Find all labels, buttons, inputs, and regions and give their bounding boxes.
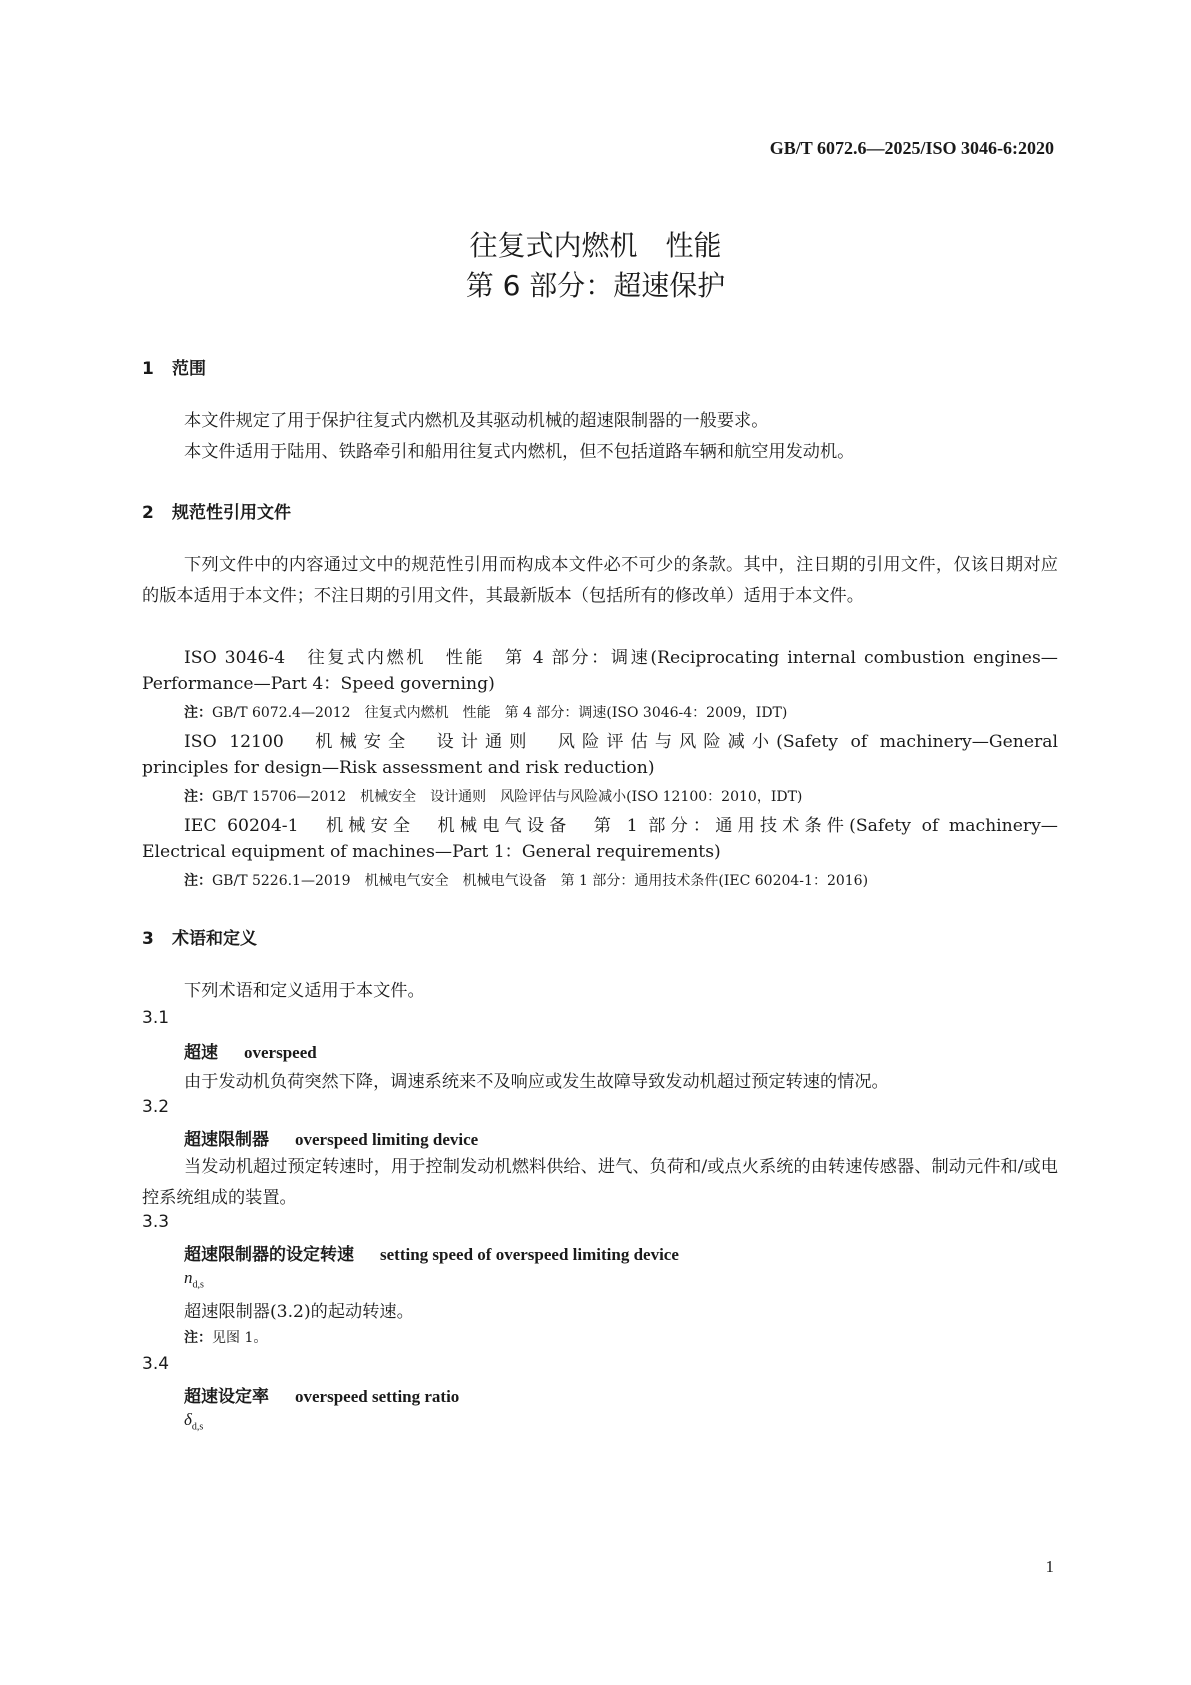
reference-2-line1: ISO 12100 机械安全 设计通则 风险评估与风险减小(Safety of machinery—General (184, 732, 1058, 752)
reference-1-line1: ISO 3046-4 往复式内燃机 性能 第 4 部分：调速(Reciprocating internal combustion engines— (184, 648, 1058, 668)
symbol-letter: n (184, 1268, 193, 1287)
term-3-1-number: 3.1 (142, 1008, 170, 1028)
terms-intro: 下列术语和定义适用于本文件。 (184, 981, 425, 1001)
symbol-subscript: d,s (191, 1421, 204, 1433)
section-2-heading (142, 498, 291, 523)
term-3-2-heading (184, 1125, 478, 1150)
term-3-3-note (184, 1327, 267, 1347)
term-3-3-heading (184, 1240, 679, 1265)
section-number: 1 (142, 359, 154, 379)
term-3-3-symbol (184, 1268, 204, 1290)
note-label: 注： (184, 873, 212, 889)
term-3-4-number: 3.4 (142, 1354, 170, 1374)
reference-3-note (184, 870, 868, 890)
standard-code-header: GB/T 6072.6—2025/ISO 3046-6:2020 (769, 138, 1054, 158)
reference-1-note (184, 702, 787, 722)
term-3-3-number: 3.3 (142, 1212, 170, 1232)
reference-3-line1: IEC 60204-1 机械安全 机械电气设备 第 1 部分：通用技术条件(Safety of machinery— (184, 816, 1058, 836)
term-3-4-symbol (184, 1410, 203, 1432)
reference-1-line2: Performance—Part 4：Speed governing) (142, 674, 495, 694)
term-english: setting speed of overspeed limiting device (380, 1245, 679, 1264)
section-title: 规范性引用文件 (172, 503, 291, 523)
section-title: 术语和定义 (172, 929, 257, 949)
term-chinese: 超速设定率 (184, 1387, 269, 1407)
symbol-letter: δ (184, 1410, 192, 1429)
reference-2-line2: principles for design—Risk assessment and risk reduction) (142, 758, 655, 778)
page-number: 1 (1045, 1557, 1054, 1576)
term-3-4-heading (184, 1382, 459, 1407)
term-3-3-definition: 超速限制器(3.2)的起动转速。 (184, 1302, 414, 1322)
symbol-subscript: d,s (192, 1279, 204, 1291)
term-english: overspeed limiting device (295, 1130, 479, 1149)
note-label: 注： (184, 1330, 212, 1346)
term-3-1-heading (184, 1038, 317, 1063)
term-chinese: 超速限制器 (184, 1130, 269, 1150)
document-title-line2: 第 6 部分：超速保护 (465, 269, 726, 302)
term-3-1-definition: 由于发动机负荷突然下降，调速系统来不及响应或发生故障导致发动机超过预定转速的情况。 (184, 1072, 889, 1092)
note-text: GB/T 6072.4—2012 往复式内燃机 性能 第 4 部分：调速(ISO 3046-4：2009，IDT) (212, 705, 788, 721)
term-3-2-definition: 当发动机超过预定转速时，用于控制发动机燃料供给、进气、负荷和/或点火系统的由转速传感器、制动元件和/或电控系统组成的装置。 (142, 1157, 1058, 1208)
term-3-2-number: 3.2 (142, 1097, 170, 1117)
section-1-heading (142, 354, 206, 379)
note-text: GB/T 5226.1—2019 机械电气安全 机械电气设备 第 1 部分：通用技术条件(IEC 60204-1：2016) (212, 873, 869, 889)
section-3-heading (142, 924, 257, 949)
section-title: 范围 (172, 359, 206, 379)
document-title-line1: 往复式内燃机 性能 (469, 229, 722, 262)
note-label: 注： (184, 705, 212, 721)
term-english: overspeed setting ratio (295, 1387, 460, 1406)
scope-paragraph-2: 本文件适用于陆用、铁路牵引和船用往复式内燃机，但不包括道路车辆和航空用发动机。 (184, 442, 855, 462)
term-chinese: 超速限制器的设定转速 (184, 1245, 354, 1265)
note-text: 见图 1。 (212, 1330, 268, 1346)
section-number: 3 (142, 929, 154, 949)
section-number: 2 (142, 503, 154, 523)
note-label: 注： (184, 789, 212, 805)
term-english: overspeed (244, 1043, 317, 1062)
normative-references-intro: 下列文件中的内容通过文中的规范性引用而构成本文件必不可少的条款。其中，注日期的引用文件，仅该日期对应的版本适用于本文件；不注日期的引用文件，其最新版本（包括所有的修改单）适用于本文件。 (142, 555, 1058, 606)
reference-3-line2: Electrical equipment of machines—Part 1：General requirements) (142, 842, 721, 862)
scope-paragraph-1: 本文件规定了用于保护往复式内燃机及其驱动机械的超速限制器的一般要求。 (184, 411, 769, 431)
note-text: GB/T 15706—2012 机械安全 设计通则 风险评估与风险减小(ISO 12100：2010，IDT) (212, 789, 803, 805)
reference-2-note (184, 786, 802, 806)
term-chinese: 超速 (184, 1043, 218, 1063)
